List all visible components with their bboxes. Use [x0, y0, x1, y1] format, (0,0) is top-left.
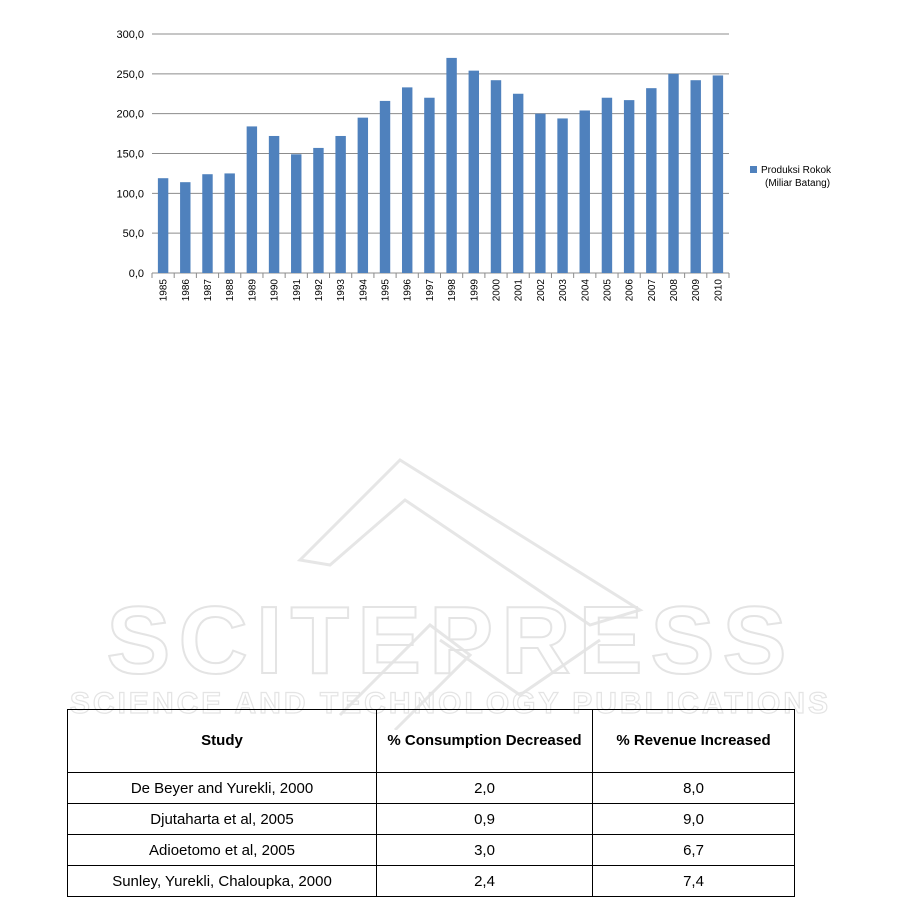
- x-tick-label: 2008: [669, 279, 681, 302]
- header-revenue-increased: % Revenue Increased: [593, 710, 795, 773]
- bar: [690, 80, 700, 273]
- bar: [247, 126, 257, 273]
- x-tick-label: 2006: [624, 279, 636, 302]
- cell-study: Adioetomo et al, 2005: [68, 835, 377, 866]
- bar: [557, 118, 567, 273]
- x-tick-label: 1988: [225, 279, 237, 302]
- bar: [491, 80, 501, 273]
- bar: [513, 94, 523, 273]
- x-tick-label: 1991: [291, 279, 303, 302]
- legend-label-line2: (Miliar Batang): [765, 178, 831, 189]
- x-tick-label: 1998: [447, 279, 459, 302]
- x-tick-label: 2005: [602, 279, 614, 302]
- cell-revenue: 6,7: [593, 835, 795, 866]
- y-tick-label: 300,0: [116, 29, 144, 41]
- cell-study: De Beyer and Yurekli, 2000: [68, 773, 377, 804]
- watermark: [0, 440, 901, 730]
- x-tick-label: 1989: [247, 279, 259, 302]
- x-tick-label: 1997: [424, 279, 436, 302]
- header-consumption-decreased: % Consumption Decreased: [377, 710, 593, 773]
- x-tick-label: 1985: [158, 279, 170, 302]
- cell-study: Sunley, Yurekli, Chaloupka, 2000: [68, 866, 377, 897]
- cell-consumption: 3,0: [377, 835, 593, 866]
- x-tick-label: 2010: [713, 279, 725, 302]
- y-tick-label: 100,0: [116, 188, 144, 201]
- y-tick-label: 150,0: [116, 148, 144, 161]
- bar: [158, 178, 168, 273]
- x-tick-label: 1999: [469, 279, 481, 302]
- bar: [424, 98, 434, 273]
- bar: [313, 148, 323, 273]
- bar: [358, 118, 368, 273]
- legend-label-line1: Produksi Rokok: [761, 165, 832, 176]
- bar: [402, 87, 412, 273]
- y-tick-label: 250,0: [116, 68, 144, 81]
- bar: [446, 58, 456, 273]
- table-header-row: [68, 710, 795, 773]
- cell-consumption: 2,4: [377, 866, 593, 897]
- table-row: [68, 835, 795, 866]
- table-row: [68, 804, 795, 835]
- x-tick-label: 1992: [313, 279, 325, 302]
- watermark-title: SCITEPRESS: [106, 587, 795, 694]
- bar: [668, 74, 678, 273]
- x-tick-label: 2009: [691, 279, 703, 302]
- x-tick-label: 2007: [646, 279, 658, 302]
- bar: [646, 88, 656, 273]
- y-tick-label: 200,0: [116, 108, 144, 121]
- bar: [580, 110, 590, 273]
- bar: [380, 101, 390, 273]
- cell-revenue: 8,0: [593, 773, 795, 804]
- chart-svg: [0, 0, 901, 330]
- cell-consumption: 0,9: [377, 804, 593, 835]
- x-tick-label: 1990: [269, 279, 281, 302]
- bar: [535, 114, 545, 273]
- table-row: [68, 773, 795, 804]
- bar: [469, 71, 479, 273]
- x-tick-label: 1995: [380, 279, 392, 302]
- table-row: [68, 866, 795, 897]
- bar: [624, 100, 634, 273]
- bar: [224, 173, 234, 273]
- x-tick-label: 1994: [358, 279, 370, 302]
- bar: [602, 98, 612, 273]
- results-table: [67, 709, 795, 897]
- bar-chart: [0, 0, 901, 330]
- cell-revenue: 7,4: [593, 866, 795, 897]
- x-tick-label: 2002: [535, 279, 547, 302]
- x-tick-label: 2004: [580, 279, 592, 302]
- x-tick-label: 1986: [180, 279, 192, 302]
- watermark-subtitle: SCIENCE AND TECHNOLOGY PUBLICATIONS: [69, 687, 832, 720]
- y-tick-label: 0,0: [128, 268, 144, 280]
- cell-study: Djutaharta et al, 2005: [68, 804, 377, 835]
- bar: [713, 75, 723, 273]
- cell-consumption: 2,0: [377, 773, 593, 804]
- x-tick-label: 1993: [336, 279, 348, 302]
- bar: [202, 174, 212, 273]
- watermark-logo-shape: [0, 440, 901, 730]
- x-tick-label: 2001: [513, 279, 525, 302]
- legend-swatch: [750, 166, 757, 173]
- bar: [180, 182, 190, 273]
- x-tick-label: 2000: [491, 279, 503, 302]
- x-tick-label: 1996: [402, 279, 414, 302]
- bar: [291, 154, 301, 273]
- x-tick-label: 2003: [558, 279, 570, 302]
- cell-revenue: 9,0: [593, 804, 795, 835]
- y-tick-label: 50,0: [122, 228, 144, 241]
- x-tick-label: 1987: [202, 279, 214, 302]
- bar: [335, 136, 345, 273]
- bar: [269, 136, 279, 273]
- header-study: Study: [68, 710, 377, 773]
